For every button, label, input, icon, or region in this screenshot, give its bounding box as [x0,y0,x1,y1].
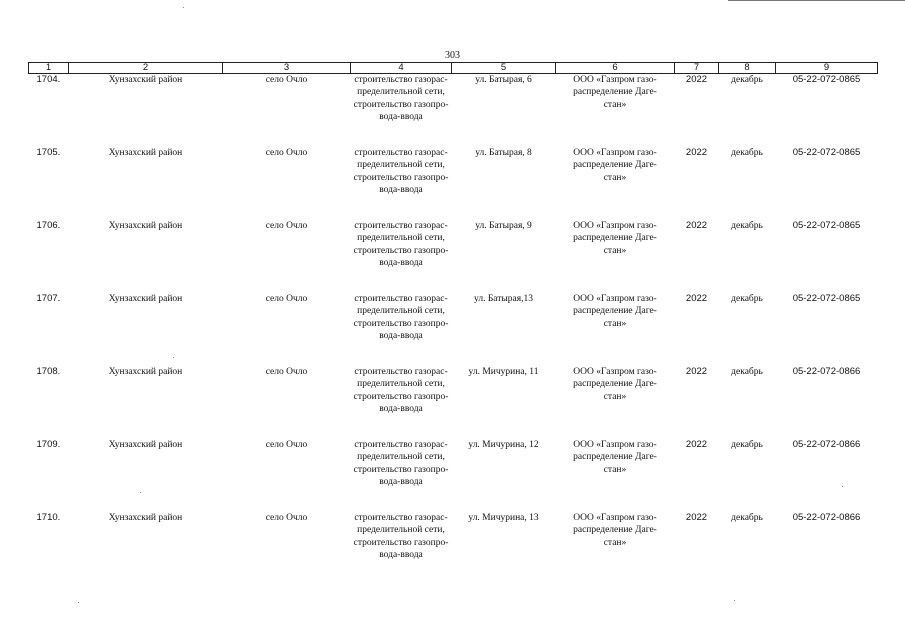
work-type-line: строительство газопро- [353,318,449,329]
column-number-row [29,63,878,74]
month-cell: декабрь [731,367,763,377]
organization-cell [556,220,675,293]
settlement-cell: село Очло [265,513,308,523]
code-cell: 05-22-072-0865 [792,220,861,231]
column-header: 9 [776,63,878,74]
organization-line: ООО «Газпром газо- [573,221,657,231]
table-row [29,74,878,148]
work-type-cell [351,220,452,293]
year-cell: 2022 [685,74,708,85]
column-header: 6 [556,63,675,74]
work-type-line: строительство газорас- [354,294,448,304]
work-type-cell [351,147,452,220]
column-header: 5 [452,63,556,74]
work-type-line: вода-ввода [379,184,423,195]
work-type-cell [351,293,452,366]
table-body [29,74,878,586]
organization-line: ООО «Газпром газо- [573,440,657,450]
district-cell: Хунзахский район [108,294,183,304]
organization-line: ООО «Газпром газо- [573,148,657,158]
work-type-line: пределительной сети, [357,452,445,463]
work-type-line: строительство газопро- [353,99,449,110]
column-header: 7 [675,63,719,74]
organization-line: стан» [603,172,627,183]
settlement-cell: село Очло [265,294,308,304]
entry-number: 1706. [36,220,61,231]
work-type-line: строительство газопро- [353,245,449,256]
work-type-line: вода-ввода [379,476,423,487]
work-type-line: строительство газопро- [353,537,449,548]
table-row [29,439,878,512]
scan-speck [734,600,735,601]
code-cell: 05-22-072-0865 [792,147,861,158]
work-type-line: пределительной сети, [357,87,445,98]
work-type-line: строительство газопро- [353,391,449,402]
organization-line: распределение Даге- [573,306,657,317]
entry-number: 1708. [36,366,61,377]
table-row [29,220,878,293]
year-cell: 2022 [685,366,708,377]
organization-line: распределение Даге- [573,525,657,536]
column-header: 2 [69,63,223,74]
month-cell: декабрь [731,440,763,450]
work-type-line: пределительной сети, [357,233,445,244]
entry-number: 1707. [36,293,61,304]
work-type-line: вода-ввода [379,403,423,414]
settlement-cell: село Очло [265,367,308,377]
month-cell: декабрь [731,513,763,523]
month-cell: декабрь [731,75,763,85]
address-cell: ул. Батырая, 9 [475,221,532,231]
organization-line: ООО «Газпром газо- [573,75,657,85]
code-cell: 05-22-072-0866 [792,439,861,450]
organization-cell [556,366,675,439]
table-row [29,147,878,220]
organization-line: распределение Даге- [573,160,657,171]
work-type-cell [351,512,452,585]
address-cell: ул. Мичурина, 12 [468,440,539,450]
year-cell: 2022 [685,293,708,304]
district-cell: Хунзахский район [108,148,183,158]
year-cell: 2022 [685,439,708,450]
organization-line: распределение Даге- [573,452,657,463]
organization-line: стан» [603,245,627,256]
work-type-line: строительство газорас- [354,513,448,523]
organization-line: распределение Даге- [573,379,657,390]
settlement-cell: село Очло [265,75,308,85]
organization-cell [556,512,675,585]
work-type-line: пределительной сети, [357,525,445,536]
work-type-line: пределительной сети, [357,306,445,317]
page-number: 303 [445,50,460,61]
district-cell: Хунзахский район [108,513,183,523]
entry-number: 1709. [36,439,61,450]
organization-line: распределение Даге- [573,87,657,98]
address-cell: ул. Батырая,13 [474,294,533,304]
column-header: 4 [351,63,452,74]
address-cell: ул. Мичурина, 11 [468,367,539,377]
work-type-line: пределительной сети, [357,160,445,171]
work-type-line: вода-ввода [379,111,423,122]
work-type-line: строительство газорас- [354,440,448,450]
column-header: 8 [719,63,776,74]
scan-speck [78,602,79,603]
month-cell: декабрь [731,221,763,231]
code-cell: 05-22-072-0865 [792,293,861,304]
organization-line: стан» [603,99,627,110]
organization-line: распределение Даге- [573,233,657,244]
organization-line: ООО «Газпром газо- [573,367,657,377]
year-cell: 2022 [685,220,708,231]
year-cell: 2022 [685,512,708,523]
work-type-line: вода-ввода [379,330,423,341]
table-row [29,293,878,366]
work-type-cell [351,439,452,512]
work-type-line: строительство газорас- [354,367,448,377]
work-type-line: строительство газопро- [353,464,449,475]
organization-cell [556,74,675,148]
entry-number: 1704. [36,74,61,85]
organization-line: ООО «Газпром газо- [573,513,657,523]
settlement-cell: село Очло [265,148,308,158]
table-row [29,512,878,585]
registry-table [28,62,878,585]
work-type-line: пределительной сети, [357,379,445,390]
work-type-line: строительство газорас- [354,148,448,158]
district-cell: Хунзахский район [108,367,183,377]
work-type-line: строительство газорас- [354,75,448,85]
work-type-line: вода-ввода [379,549,423,560]
district-cell: Хунзахский район [108,75,183,85]
organization-line: стан» [603,391,627,402]
district-cell: Хунзахский район [108,440,183,450]
address-cell: ул. Мичурина, 13 [468,513,539,523]
entry-number: 1705. [36,147,61,158]
work-type-line: строительство газорас- [354,221,448,231]
organization-line: стан» [603,537,627,548]
month-cell: декабрь [731,148,763,158]
district-cell: Хунзахский район [108,221,183,231]
address-cell: ул. Батырая, 6 [475,75,532,85]
address-cell: ул. Батырая, 8 [475,148,532,158]
organization-cell [556,147,675,220]
code-cell: 05-22-072-0865 [792,74,861,85]
work-type-cell [351,366,452,439]
month-cell: декабрь [731,294,763,304]
work-type-line: строительство газопро- [353,172,449,183]
settlement-cell: село Очло [265,440,308,450]
organization-cell [556,439,675,512]
settlement-cell: село Очло [265,221,308,231]
organization-line: ООО «Газпром газо- [573,294,657,304]
organization-line: стан» [603,464,627,475]
year-cell: 2022 [685,147,708,158]
work-type-cell [351,74,452,148]
column-header: 1 [29,63,69,74]
organization-cell [556,293,675,366]
organization-line: стан» [603,318,627,329]
column-header: 3 [223,63,351,74]
entry-number: 1710. [36,512,61,523]
work-type-line: вода-ввода [379,257,423,268]
code-cell: 05-22-072-0866 [792,366,861,377]
scan-edge-line [728,0,905,1]
table-row [29,366,878,439]
scan-speck [183,7,184,8]
code-cell: 05-22-072-0866 [792,512,861,523]
